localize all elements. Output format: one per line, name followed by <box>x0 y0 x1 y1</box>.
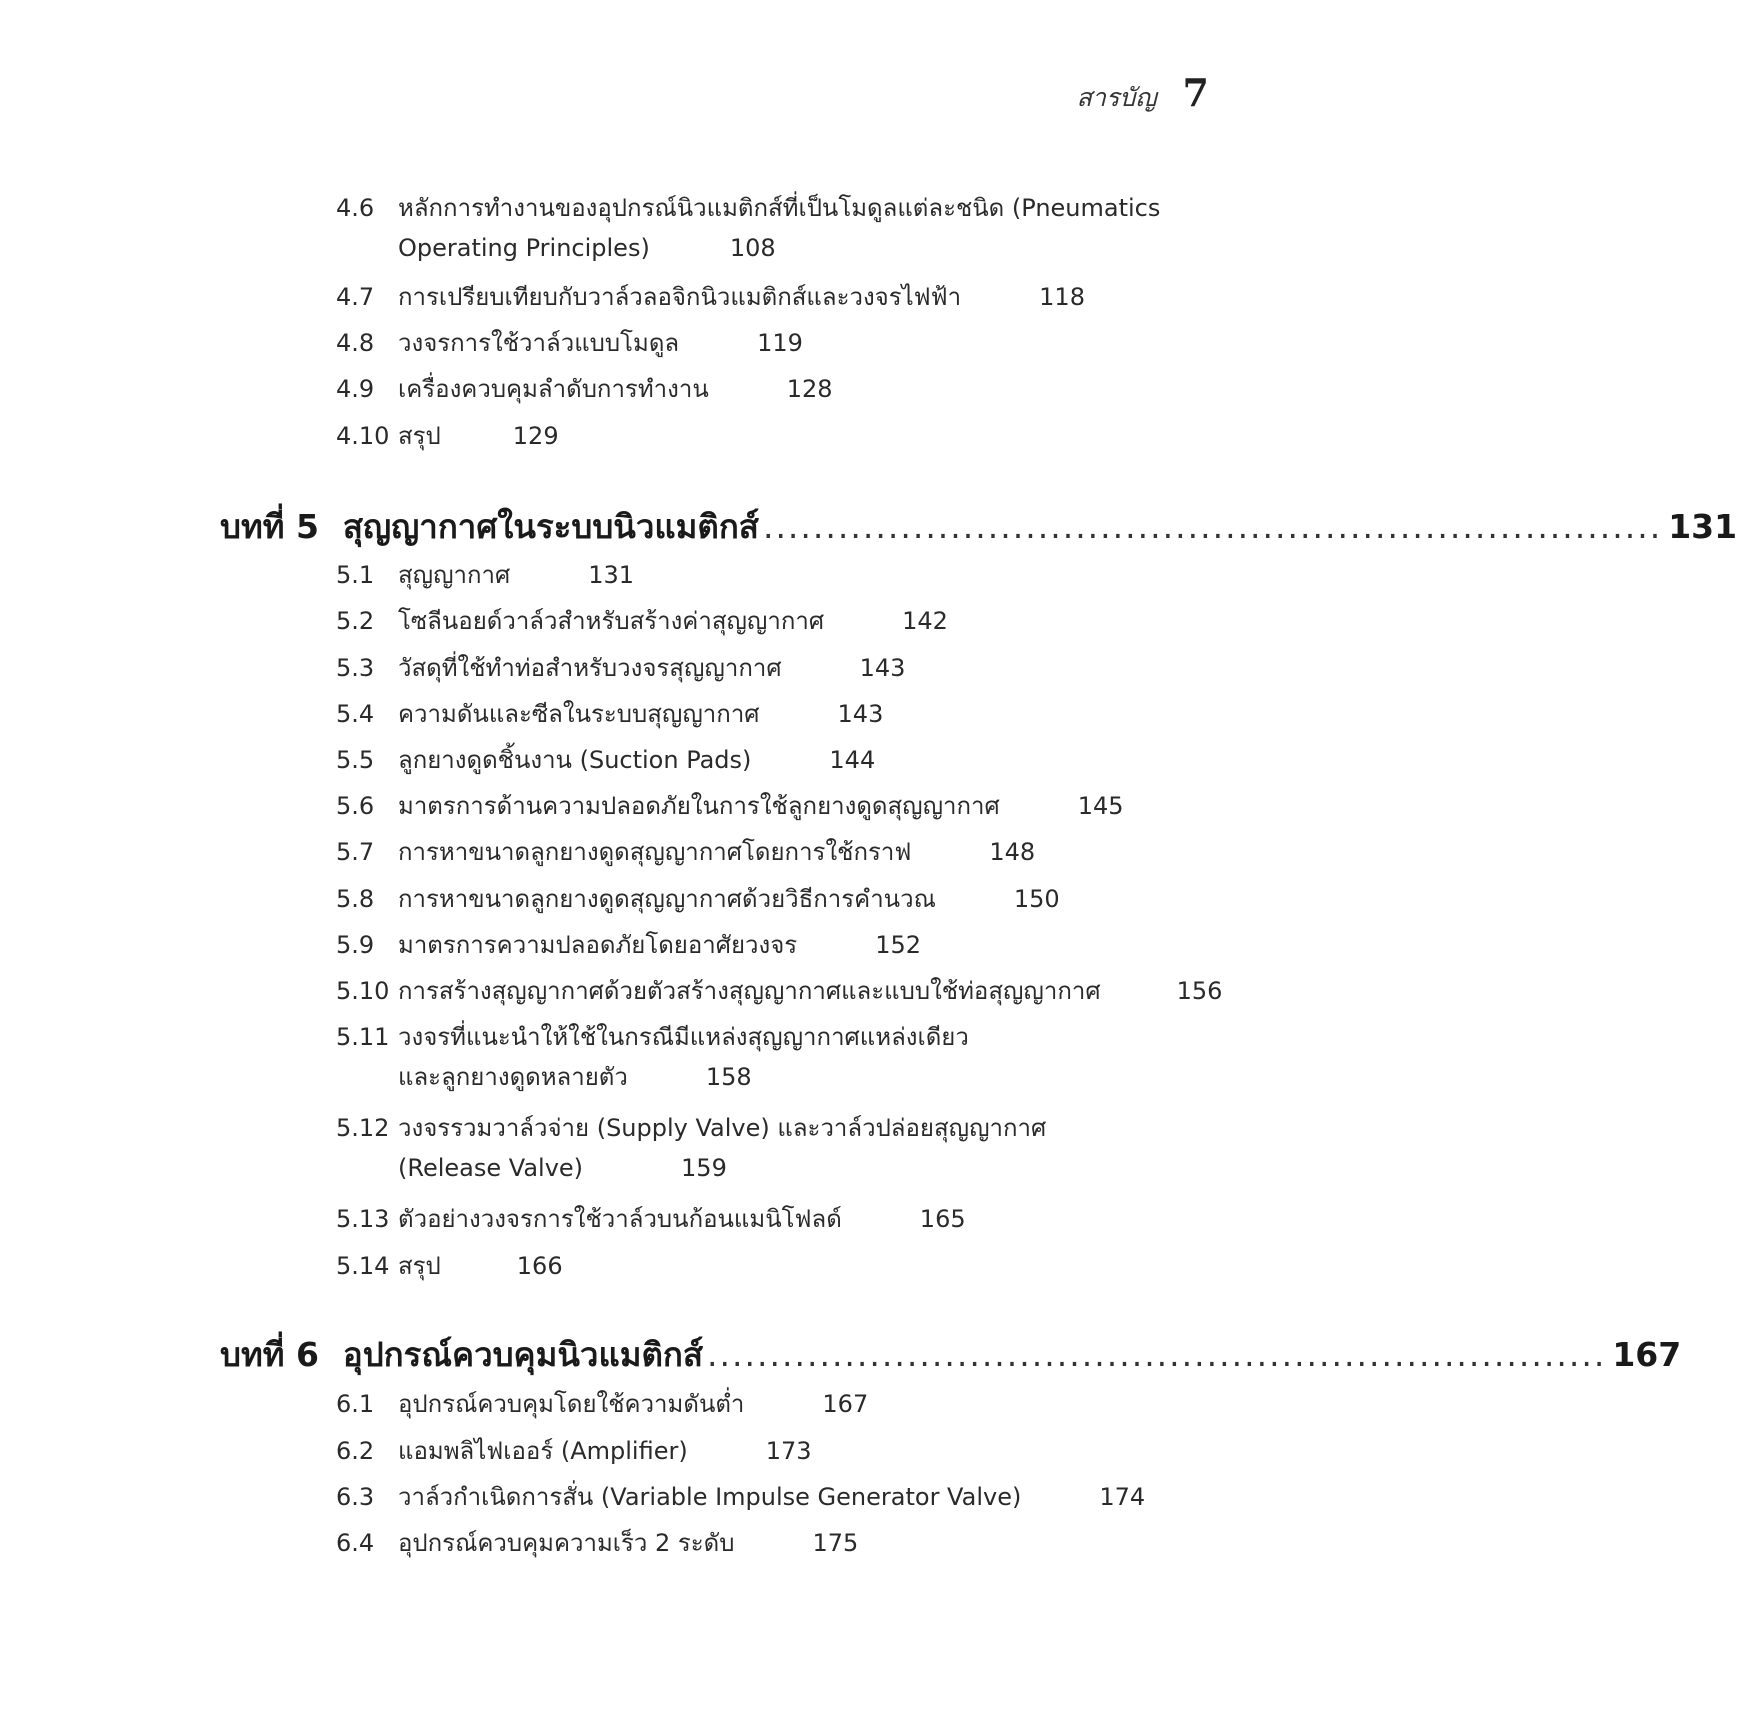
section-number: 4.7 <box>336 283 375 311</box>
toc-entry[interactable] <box>336 694 883 734</box>
section-number: 5.2 <box>336 607 375 635</box>
section-page: 129 <box>512 422 559 450</box>
section-page: 156 <box>1176 977 1223 1005</box>
section-page: 143 <box>837 700 884 728</box>
section-number: 5.11 <box>336 1023 390 1051</box>
section-page: 118 <box>1039 283 1085 311</box>
section-title-continued <box>336 1148 1046 1188</box>
toc-entry[interactable] <box>336 832 1035 872</box>
toc-entry[interactable] <box>336 1384 868 1424</box>
section-title: วงจรรวมวาล์วจ่าย (Supply Valve) และวาล์วปล่อยสุญญากาศ <box>398 1114 1047 1142</box>
section-page: 131 <box>588 561 635 589</box>
section-number: 5.5 <box>336 746 375 774</box>
section-page: 150 <box>1013 885 1060 913</box>
section-title: มาตรการความปลอดภัยโดยอาศัยวงจร <box>398 931 798 959</box>
section-number: 5.6 <box>336 792 375 820</box>
section-page: 108 <box>729 234 776 262</box>
section-page: 148 <box>989 838 1036 866</box>
toc-entry[interactable] <box>336 1431 812 1471</box>
section-title-cont-text: และลูกยางดูดหลายตัว <box>398 1063 628 1091</box>
section-number: 4.10 <box>336 422 390 450</box>
section-title: มาตรการด้านความปลอดภัยในการใช้ลูกยางดูดสุญญากาศ <box>398 792 1000 820</box>
section-title: ตัวอย่างวงจรการใช้วาล์วบนก้อนแมนิโฟลด์ <box>398 1205 842 1233</box>
section-number: 5.12 <box>336 1114 390 1142</box>
section-title-cont-text: (Release Valve) <box>398 1154 584 1182</box>
section-title: การหาขนาดลูกยางดูดสุญญากาศโดยการใช้กราฟ <box>398 838 912 866</box>
section-title-continued <box>336 228 1160 268</box>
section-page: 142 <box>902 607 948 635</box>
section-number: 4.9 <box>336 375 375 403</box>
section-page: 143 <box>859 654 906 682</box>
section-title: เครื่องควบคุมลำดับการทำงาน <box>398 375 709 403</box>
section-title: โซลีนอยด์วาล์วสำหรับสร้างค่าสุญญากาศ <box>398 607 825 635</box>
section-page: 165 <box>919 1205 966 1233</box>
section-title: วัสดุที่ใช้ทำท่อสำหรับวงจรสุญญากาศ <box>398 654 782 682</box>
section-title: สรุป <box>398 1252 441 1280</box>
section-title: การสร้างสุญญากาศด้วยตัวสร้างสุญญากาศและแบบใช้ท่อสุญญากาศ <box>398 977 1101 1005</box>
toc-entry[interactable] <box>336 1017 969 1097</box>
section-title: อุปกรณ์ควบคุมโดยใช้ความดันต่ำ <box>398 1390 745 1418</box>
section-number: 6.2 <box>336 1437 375 1465</box>
page-header <box>1077 70 1209 118</box>
section-number: 5.14 <box>336 1252 390 1280</box>
section-title: สรุป <box>398 422 441 450</box>
section-title: แอมพลิไฟเออร์ (Amplifier) <box>398 1437 688 1465</box>
section-page: 152 <box>875 931 922 959</box>
chapter-page: 131 <box>1668 507 1737 546</box>
section-title: อุปกรณ์ควบคุมความเร็ว 2 ระดับ <box>398 1529 735 1557</box>
chapter-heading-6[interactable] <box>220 1331 1682 1379</box>
section-title: วาล์วกำเนิดการสั่น (Variable Impulse Generator Valve) <box>398 1483 1022 1511</box>
section-number: 4.8 <box>336 329 375 357</box>
section-title-continued <box>336 1057 969 1097</box>
section-page: 128 <box>786 375 833 403</box>
toc-entry[interactable] <box>336 925 921 965</box>
section-page: 174 <box>1099 1483 1146 1511</box>
toc-entry[interactable] <box>336 1199 966 1239</box>
chapter-label: บทที่ 6 <box>220 1335 319 1374</box>
toc-entry[interactable] <box>336 601 948 641</box>
section-number: 4.6 <box>336 194 375 222</box>
leader-dots: ........................................................................ <box>762 507 1663 546</box>
header-title: สารบัญ <box>1076 83 1157 112</box>
section-title: สุญญากาศ <box>398 561 511 589</box>
header-page-number: 7 <box>1182 70 1209 115</box>
toc-entry[interactable] <box>336 740 875 780</box>
section-title: การเปรียบเทียบกับวาล์วลอจิกนิวแมติกส์และวงจรไฟฟ้า <box>398 283 962 311</box>
chapter-title: สุญญากาศในระบบนิวแมติกส์ <box>342 507 759 546</box>
toc-entry[interactable] <box>336 369 833 409</box>
section-number: 6.4 <box>336 1529 375 1557</box>
section-page: 158 <box>705 1063 752 1091</box>
toc-entry[interactable] <box>336 1246 563 1286</box>
section-title: หลักการทำงานของอุปกรณ์นิวแมติกส์ที่เป็นโมดูลแต่ละชนิด (Pneumatics <box>398 194 1161 222</box>
toc-entry[interactable] <box>336 879 1060 919</box>
toc-entry[interactable] <box>336 1477 1145 1517</box>
section-number: 6.1 <box>336 1390 375 1418</box>
toc-entry[interactable] <box>336 555 634 595</box>
toc-entry[interactable] <box>336 786 1124 826</box>
toc-entry[interactable] <box>336 971 1222 1011</box>
chapter-label: บทที่ 5 <box>220 507 319 546</box>
section-title: วงจรที่แนะนำให้ใช้ในกรณีมีแหล่งสุญญากาศแหล่งเดียว <box>398 1023 969 1051</box>
section-number: 5.8 <box>336 885 375 913</box>
toc-entry[interactable] <box>336 1108 1046 1188</box>
section-number: 5.4 <box>336 700 375 728</box>
section-page: 145 <box>1077 792 1124 820</box>
section-title: วงจรการใช้วาล์วแบบโมดูล <box>398 329 680 357</box>
toc-entry[interactable] <box>336 323 803 363</box>
section-page: 173 <box>765 1437 812 1465</box>
section-number: 5.13 <box>336 1205 390 1233</box>
toc-entry[interactable] <box>336 1523 858 1563</box>
section-page: 166 <box>516 1252 563 1280</box>
section-number: 5.7 <box>336 838 375 866</box>
leader-dots: ........................................................................ <box>707 1335 1607 1374</box>
chapter-page: 167 <box>1612 1335 1682 1374</box>
section-number: 6.3 <box>336 1483 375 1511</box>
toc-entry[interactable] <box>336 188 1160 268</box>
section-title: ลูกยางดูดชิ้นงาน (Suction Pads) <box>398 746 752 774</box>
section-number: 5.9 <box>336 931 375 959</box>
section-page: 119 <box>757 329 803 357</box>
section-number: 5.3 <box>336 654 375 682</box>
chapter-title: อุปกรณ์ควบคุมนิวแมติกส์ <box>342 1335 704 1374</box>
section-number: 5.10 <box>336 977 390 1005</box>
section-page: 144 <box>829 746 876 774</box>
section-page: 167 <box>822 1390 869 1418</box>
section-title: ความดันและซีลในระบบสุญญากาศ <box>398 700 760 728</box>
toc-entry[interactable] <box>336 416 559 456</box>
chapter-heading-5[interactable] <box>220 503 1737 551</box>
toc-entry[interactable] <box>336 277 1085 317</box>
section-number: 5.1 <box>336 561 375 589</box>
toc-entry[interactable] <box>336 648 905 688</box>
section-title-cont-text: Operating Principles) <box>398 234 650 262</box>
section-title: การหาขนาดลูกยางดูดสุญญากาศด้วยวิธีการคำนวณ <box>398 885 936 913</box>
section-page: 159 <box>681 1154 727 1182</box>
section-page: 175 <box>812 1529 859 1557</box>
